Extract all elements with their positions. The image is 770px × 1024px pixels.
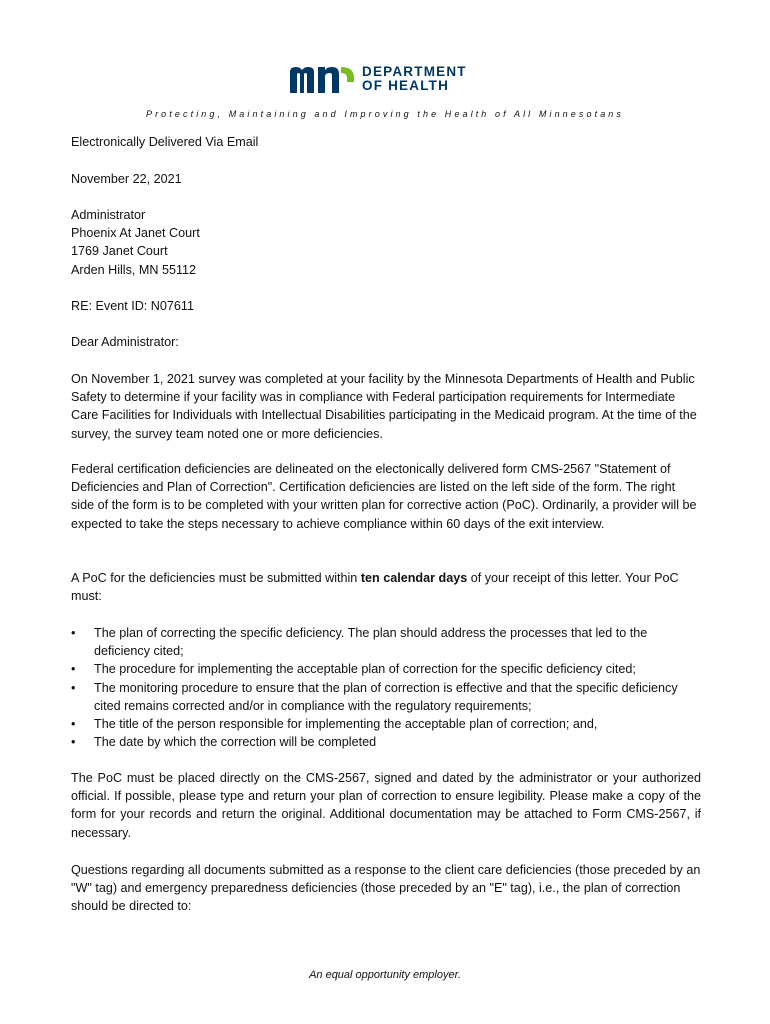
delivery-line: Electronically Delivered Via Email (71, 135, 259, 149)
logo-line2: OF HEALTH (362, 78, 450, 93)
list-item: • The date by which the correction will be completed (71, 733, 701, 751)
list-item: • The plan of correcting the specific deficiency. The plan should address the processes that led to the deficiency cited; (71, 626, 648, 659)
mdh-logo (288, 62, 467, 96)
bullet-icon: • (71, 626, 76, 640)
salutation: Dear Administrator: (71, 335, 179, 349)
poc-intro-before: A PoC for the deficiencies must be submitted within (71, 571, 361, 585)
list-item: • The procedure for implementing the acceptable plan of correction for the specific deficiency cited; (71, 660, 701, 678)
address-line: 1769 Janet Court (71, 244, 168, 259)
paragraph-certification: Federal certification deficiencies are delineated on the electonically delivered form CMS-2567 "Statement of Deficiencies and Plan of Correction". Certification deficiencies are listed on the left side of the form. The right side of the form is to be completed with your written plan for corrective action (PoC). Ordinarily, a provider will be expected to take the steps necessary to achieve compliance within 60 days of the exit interview. (71, 462, 697, 531)
footer-eoe: An equal opportunity employer. (309, 969, 461, 981)
bullet-icon: • (71, 662, 76, 677)
bullet-icon: • (71, 717, 76, 732)
re-line: RE: Event ID: N07611 (71, 299, 194, 313)
mn-logo-icon (288, 64, 356, 94)
address-line: Administrator (71, 208, 146, 222)
logo-line1: DEPARTMENT (362, 64, 467, 79)
tagline: Protecting, Maintaining and Improving the Health of All Minnesotans (145, 109, 625, 119)
list-item: • The title of the person responsible for implementing the acceptable plan of correction; and, (71, 715, 701, 733)
paragraph-questions: Questions regarding all documents submitted as a response to the client care deficiencies (those preceded by an "W" tag) and emergency preparedness deficiencies (those preceded by an "E" tag), i.e., the plan of correction should be directed to: (71, 863, 701, 914)
paragraph-cms2567: The PoC must be placed directly on the CMS-2567, signed and dated by the administrator or your authorized official. If possible, please type and return your plan of correction to ensure legibility. Please make a copy of the form for your records and return the original. Additional documentation may be attached to Form CMS-2567, if necessary. (71, 771, 701, 840)
recipient-address (71, 206, 701, 279)
bullet-icon: • (71, 735, 76, 750)
address-line: Phoenix At Janet Court (71, 226, 200, 241)
poc-intro-after: of your receipt of this letter. Your PoC must: (71, 571, 679, 604)
list-item: • The monitoring procedure to ensure that the plan of correction is effective and that the specific deficiency cited remains corrected and/or in compliance with the regulatory requirements; (71, 680, 678, 713)
poc-requirements-list (71, 624, 701, 751)
paragraph-survey: On November 1, 2021 survey was completed at your facility by the Minnesota Departments of Health and Public Safety to determine if your facility was in compliance with Federal participation requirements for Intermediate Care Facilities for Individuals with Intellectual Disabilities participating in the Medicaid program. At the time of the survey, the survey team noted one or more deficiencies. (71, 372, 697, 441)
bullet-icon: • (71, 680, 76, 695)
address-line: Arden Hills, MN 55112 (71, 262, 197, 277)
logo-wordmark (362, 65, 467, 93)
poc-deadline: ten calendar days (360, 571, 468, 585)
letter-date: November 22, 2021 (71, 172, 182, 186)
paragraph-poc-intro (71, 569, 701, 605)
